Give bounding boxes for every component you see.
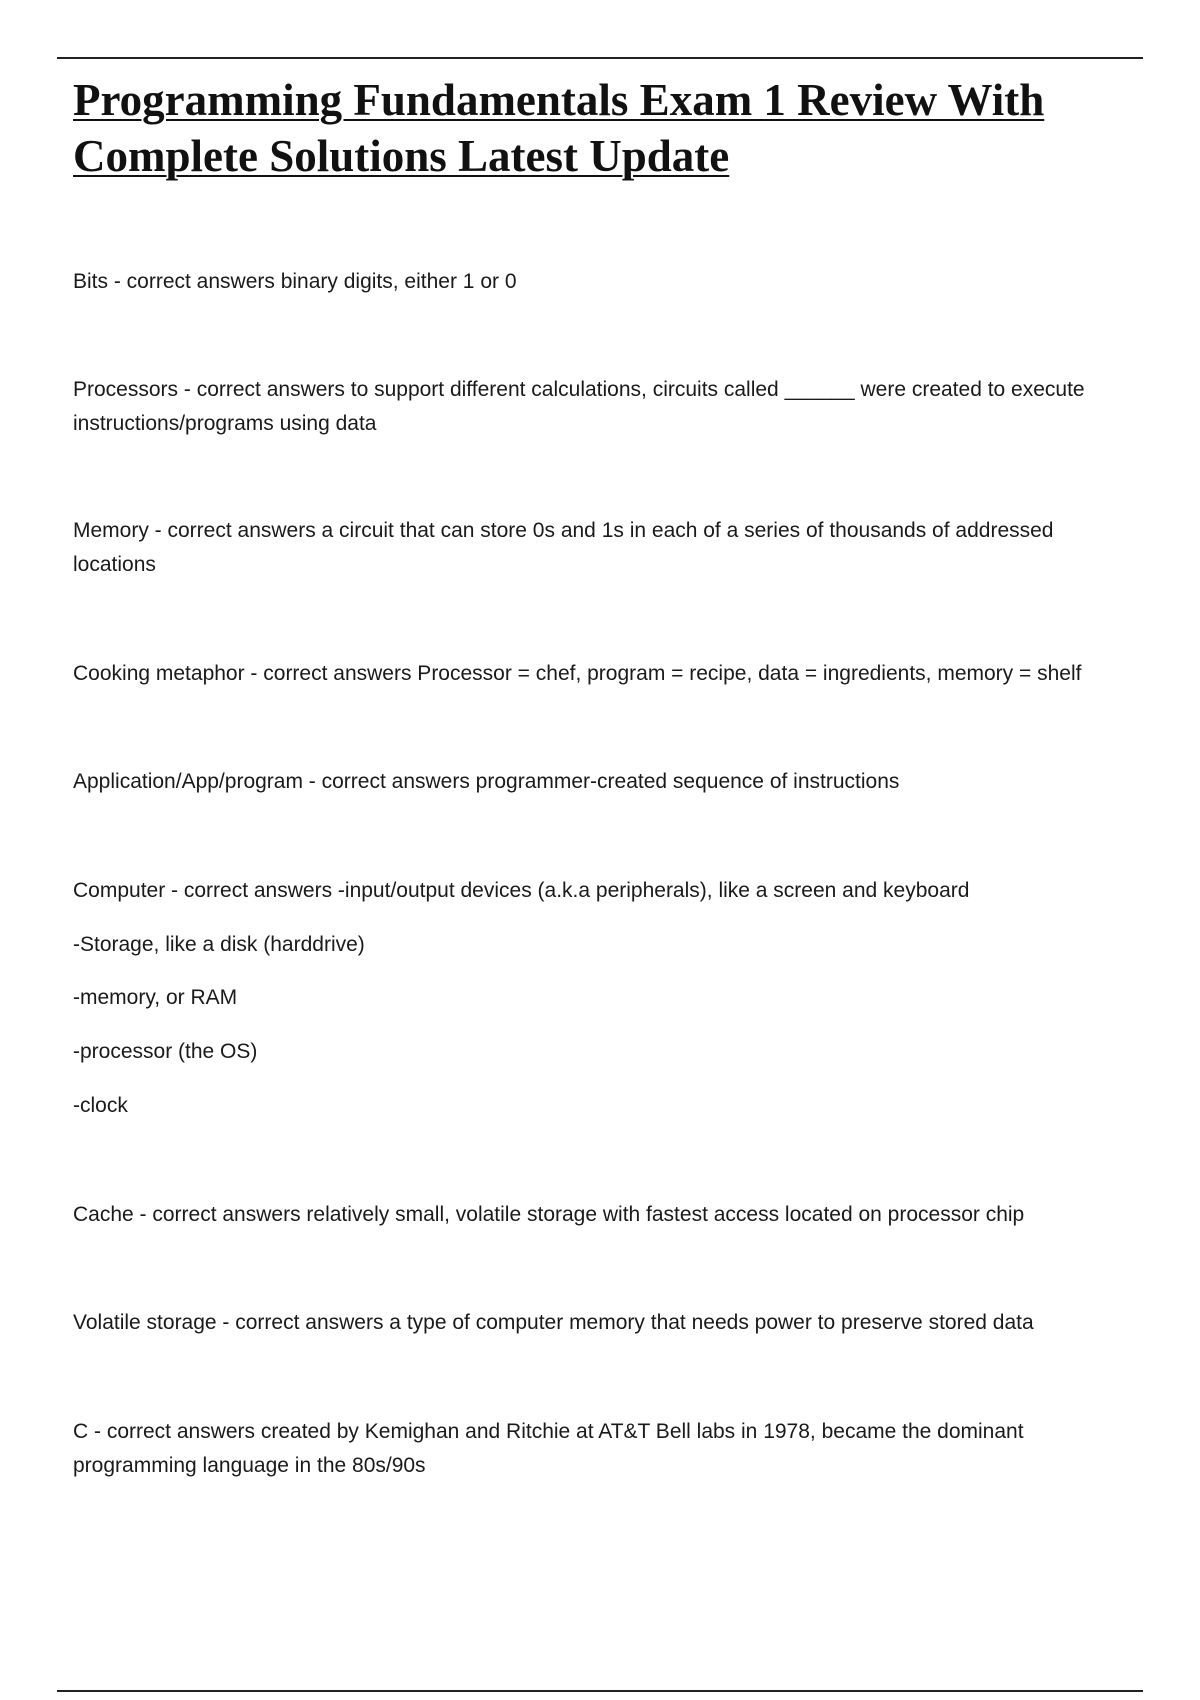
computer-subline-memory: -memory, or RAM — [73, 986, 238, 1009]
document-title — [73, 72, 1143, 184]
bottom-rule — [57, 1690, 1143, 1692]
top-rule — [57, 57, 1143, 59]
entry-cooking-metaphor: Cooking metaphor - correct answers Processor = chef, program = recipe, data = ingredients, memory = shelf — [73, 662, 1082, 685]
title-line-1: Programming Fundamentals Exam 1 Review With — [73, 75, 1045, 125]
entry-cache: Cache - correct answers relatively small, volatile storage with fastest access located on processor chip — [73, 1203, 1025, 1226]
entry-volatile-storage: Volatile storage - correct answers a type of computer memory that needs power to preserve stored data — [73, 1311, 1034, 1334]
entry-processors: Processors - correct answers to support different calculations, circuits called ______ were created to execute instructions/programs using data — [73, 378, 1085, 435]
entry-computer: Computer - correct answers -input/output devices (a.k.a peripherals), like a screen and keyboard — [73, 879, 970, 902]
entry-bits: Bits - correct answers binary digits, either 1 or 0 — [73, 270, 517, 293]
entry-application: Application/App/program - correct answers programmer-created sequence of instructions — [73, 770, 900, 793]
entry-memory: Memory - correct answers a circuit that can store 0s and 1s in each of a series of thousands of addressed locations — [73, 519, 1054, 576]
title-line-2: Complete Solutions Latest Update — [73, 131, 730, 181]
computer-subline-clock: -clock — [73, 1094, 128, 1117]
computer-subline-processor: -processor (the OS) — [73, 1040, 258, 1063]
entry-c-language: C - correct answers created by Kemighan and Ritchie at AT&T Bell labs in 1978, became the dominant programming language in the 80s/90s — [73, 1420, 1024, 1477]
computer-subline-storage: -Storage, like a disk (harddrive) — [73, 933, 365, 956]
